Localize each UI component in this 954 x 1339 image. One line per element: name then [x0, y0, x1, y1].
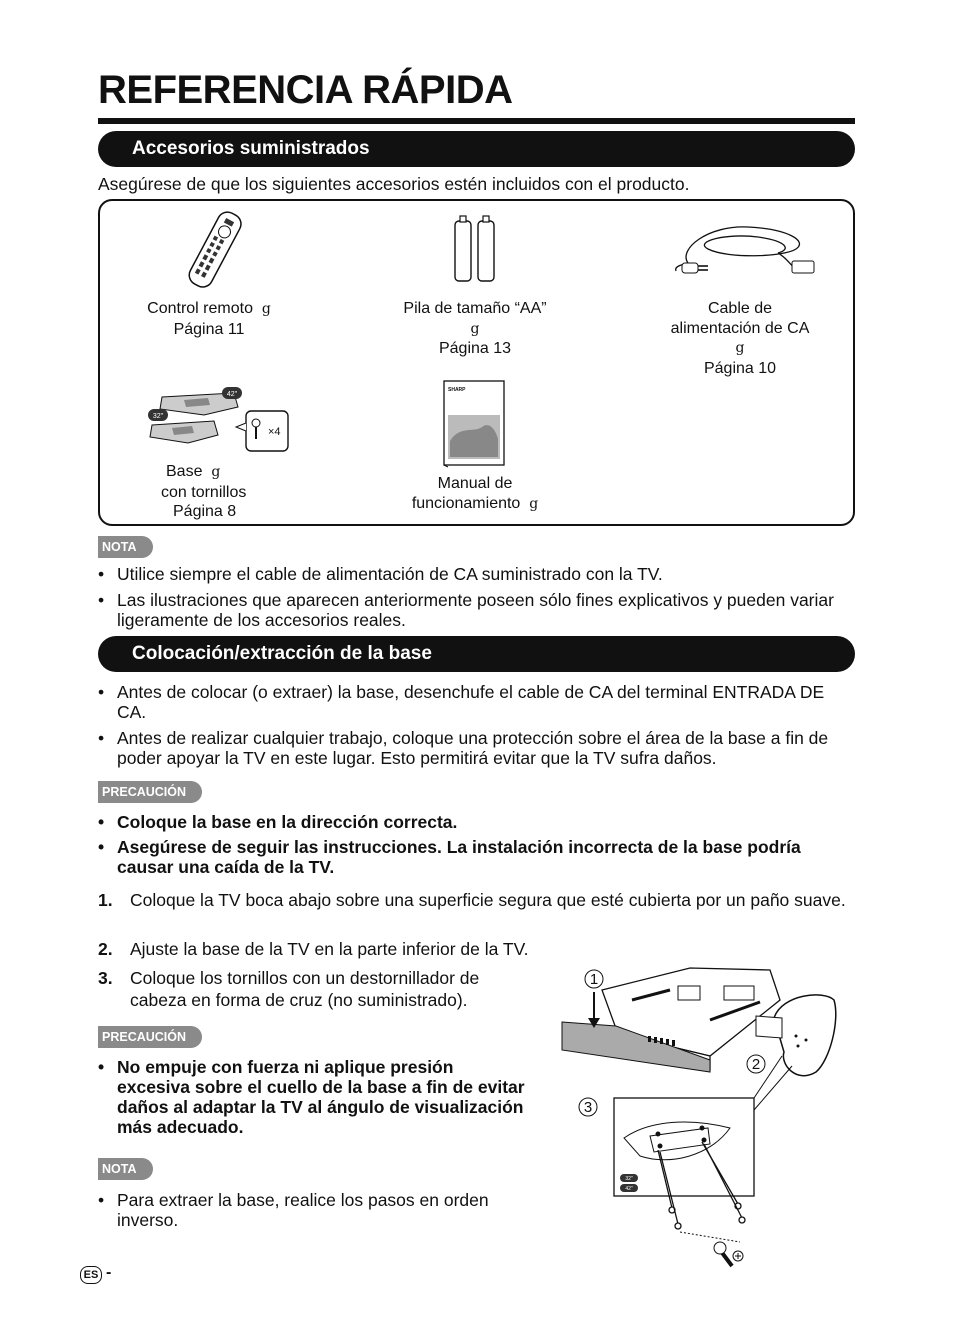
note-bullet: • Utilice siempre el cable de alimentación de CA suministrado con la TV.	[98, 564, 858, 584]
section-header-accessories	[98, 131, 855, 167]
note-bullet: • Las ilustraciones que aparecen anteriormente poseen sólo fines explicativos y pueden variar ligeramente de los accesorios reales.	[98, 590, 858, 630]
step-number: 2.	[98, 939, 113, 959]
note-tag: NOTA	[98, 536, 153, 558]
caption-text: Control remoto	[147, 300, 253, 317]
caption-text: Base	[166, 463, 203, 480]
caption-text: Manual de	[437, 475, 513, 492]
remote-caption	[124, 299, 294, 339]
caption-text: con tornillos	[161, 483, 247, 501]
caption-page: Página 10	[703, 359, 777, 377]
caption-page: Página 8	[173, 503, 237, 520]
page-title: REFERENCIA RÁPIDA	[98, 68, 513, 112]
page-ref-symbol: g	[261, 301, 271, 317]
manual-brand: SHARP	[448, 387, 466, 393]
bullet-text: No empuje con fuerza ni aplique presión excesiva sobre el cuello de la base a fin de evitar daños al adaptar la TV al ángulo de visualización más adecuado.	[117, 1057, 525, 1137]
badge-42-label: 42"	[226, 391, 238, 398]
remote-control-icon	[178, 209, 254, 291]
step-text: Ajuste la base de la TV en la parte inferior de la TV.	[130, 939, 529, 959]
callout-1: 1	[589, 971, 599, 988]
caution-bullet: • Coloque la base en la dirección correcta.	[98, 812, 858, 832]
callout-2: 2	[751, 1056, 761, 1073]
bullet-text: Utilice siempre el cable de alimentación de CA suministrado con la TV.	[117, 564, 663, 584]
accessories-intro: Asegúrese de que los siguientes accesorios estén incluidos con el producto.	[98, 174, 690, 194]
caption-text: Pila de tamaño “AA”	[403, 300, 547, 317]
cable-caption	[655, 299, 825, 378]
screw-quantity: ×4	[268, 426, 281, 438]
caption-text: funcionamiento	[411, 494, 521, 512]
caption-text: Cable de	[707, 300, 773, 317]
badge-32-label: 32"	[152, 413, 164, 420]
bullet-text: Coloque la base en la dirección correcta.	[117, 812, 458, 832]
bullet-text: Antes de realizar cualquier trabajo, coloque una protección sobre el área de la base a fin de poder apoyar la TV en este lugar. Esto permitirá evitar que la TV sufra daños.	[117, 728, 829, 768]
stand-installation-figure	[560, 960, 860, 1270]
step-1	[98, 889, 854, 911]
caution-tag: PRECAUCIÓN	[98, 781, 202, 803]
note-tag: NOTA	[98, 1158, 153, 1180]
bullet-text: Asegúrese de seguir las instrucciones. La instalación incorrecta de la base podría causar una caída de la TV.	[117, 837, 801, 877]
ac-cable-icon	[668, 219, 816, 283]
base-caption	[128, 462, 246, 522]
language-badge: ES	[80, 1266, 102, 1284]
callout-3: 3	[583, 1099, 593, 1116]
section-heading: Colocación/extracción de la base	[132, 643, 432, 664]
caption-page: Página 13	[438, 340, 512, 357]
step-number: 1.	[98, 890, 113, 910]
step-number: 3.	[98, 968, 113, 988]
stand-bullet: • Antes de colocar (o extraer) la base, desenchufe el cable de CA del terminal ENTRADA DE CA.	[98, 682, 858, 722]
page-ref-symbol: g	[211, 464, 221, 480]
bullet-text: Las ilustraciones que aparecen anteriormente poseen sólo fines explicativos y pueden variar ligeramente de los accesorios reales.	[117, 590, 834, 630]
caution-bullet: • Asegúrese de seguir las instrucciones. La instalación incorrecta de la base podría causar una caída de la TV.	[98, 837, 838, 877]
caution-tag: PRECAUCIÓN	[98, 1026, 202, 1048]
figure-label-42: 42"	[625, 1186, 633, 1192]
bullet-text: Para extraer la base, realice los pasos en orden inverso.	[117, 1190, 489, 1230]
page-ref-symbol: g	[470, 320, 480, 337]
page-ref-symbol: g	[529, 495, 539, 512]
section-heading: Accesorios suministrados	[132, 138, 370, 159]
caption-text: alimentación de CA	[670, 319, 810, 337]
caution-bullet: • No empuje con fuerza ni aplique presión excesiva sobre el cuello de la base a fin de evitar daños al adaptar la TV al ángulo de visualización más adecuado.	[98, 1057, 528, 1137]
note-bullet: • Para extraer la base, realice los pasos en orden inverso.	[98, 1190, 528, 1230]
stand-bullet: • Antes de realizar cualquier trabajo, coloque una protección sobre el área de la base a fin de poder apoyar la TV en este lugar. Esto permitirá evitar que la TV sufra daños.	[98, 728, 858, 768]
step-text: Coloque la TV boca abajo sobre una superficie segura que esté cubierta por un paño suave.	[130, 890, 846, 910]
step-3	[98, 967, 528, 1011]
manual-caption	[390, 474, 560, 514]
section-header-stand	[98, 636, 855, 672]
page-number-dash: -	[106, 1264, 112, 1281]
title-rule	[98, 118, 855, 124]
step-2	[98, 938, 854, 960]
battery-icon	[452, 215, 498, 283]
battery-caption	[380, 299, 570, 359]
operation-manual-icon	[438, 379, 508, 469]
caption-page: Página 11	[173, 320, 245, 338]
accessories-box	[98, 199, 855, 526]
stand-base-icon	[144, 387, 292, 457]
screw-inset	[246, 411, 288, 451]
figure-label-32: 32"	[625, 1176, 633, 1182]
step-text: Coloque los tornillos con un destornillador de cabeza en forma de cruz (no suministrado).	[130, 968, 480, 1010]
bullet-text: Antes de colocar (o extraer) la base, desenchufe el cable de CA del terminal ENTRADA DE CA.	[117, 682, 825, 722]
page-ref-symbol: g	[735, 340, 745, 356]
